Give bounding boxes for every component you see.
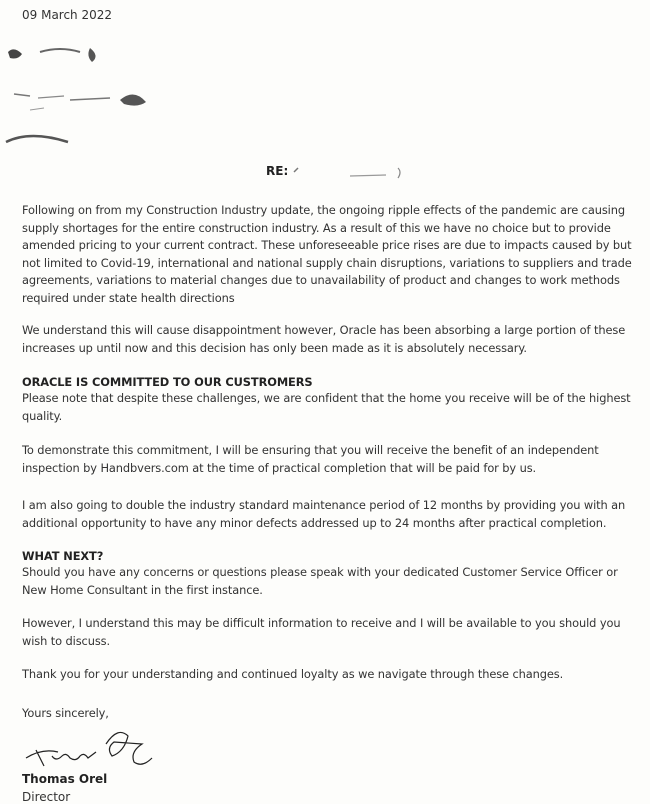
heading-what-next: WHAT NEXT? xyxy=(22,549,104,563)
redacted-reference xyxy=(290,160,410,182)
paragraph-disappointment: We understand this will cause disappointment however, Oracle has been absorbing a large portion of these increases up until now and this decision has only been made as it is absolutely necessary. xyxy=(22,323,626,355)
signatory-title: Director xyxy=(22,790,71,804)
paragraph-quality: Please note that despite these challenges, we are confident that the home you receive will be of the highest quality. xyxy=(22,391,631,423)
closing: Yours sincerely, xyxy=(22,706,109,720)
paragraph-maintenance: I am also going to double the industry standard maintenance period of 12 months by providing you with an additional opportunity to have any minor defects addressed up to 24 months after practical completion. xyxy=(22,498,626,530)
signature xyxy=(22,722,172,770)
paragraph-concerns: Should you have any concerns or questions please speak with your dedicated Customer Service Officer or New Home Consultant in the first instance. xyxy=(22,565,618,597)
letter-date: 09 March 2022 xyxy=(22,8,113,22)
re-label: RE: xyxy=(266,164,289,178)
heading-committed: ORACLE IS COMMITTED TO OUR CUSTROMERS xyxy=(22,375,313,389)
signatory-name: Thomas Orel xyxy=(22,772,108,786)
paragraph-pricing: Following on from my Construction Industry update, the ongoing ripple effects of the pandemic are causing supply shortages for the entire construction industry. As a result of this we have no choice but to provide amended pricing to your current contract. These unforeseeable price rises are due to impacts caused by but not limited to Covid-19, international and national supply chain disruptions, variations to suppliers and trade agreements, variations to material changes due to unavailability of product and changes to work methods required under state health directions xyxy=(22,203,632,305)
redacted-address xyxy=(0,38,180,150)
paragraph-thanks: Thank you for your understanding and continued loyalty as we navigate through these changes. xyxy=(22,667,564,681)
paragraph-inspection: To demonstrate this commitment, I will be ensuring that you will receive the benefit of an independent inspection by Handbvers.com at the time of practical completion that will be paid for by us. xyxy=(22,443,599,475)
paragraph-discuss: However, I understand this may be difficult information to receive and I will be available to you should you wish to discuss. xyxy=(22,616,621,648)
